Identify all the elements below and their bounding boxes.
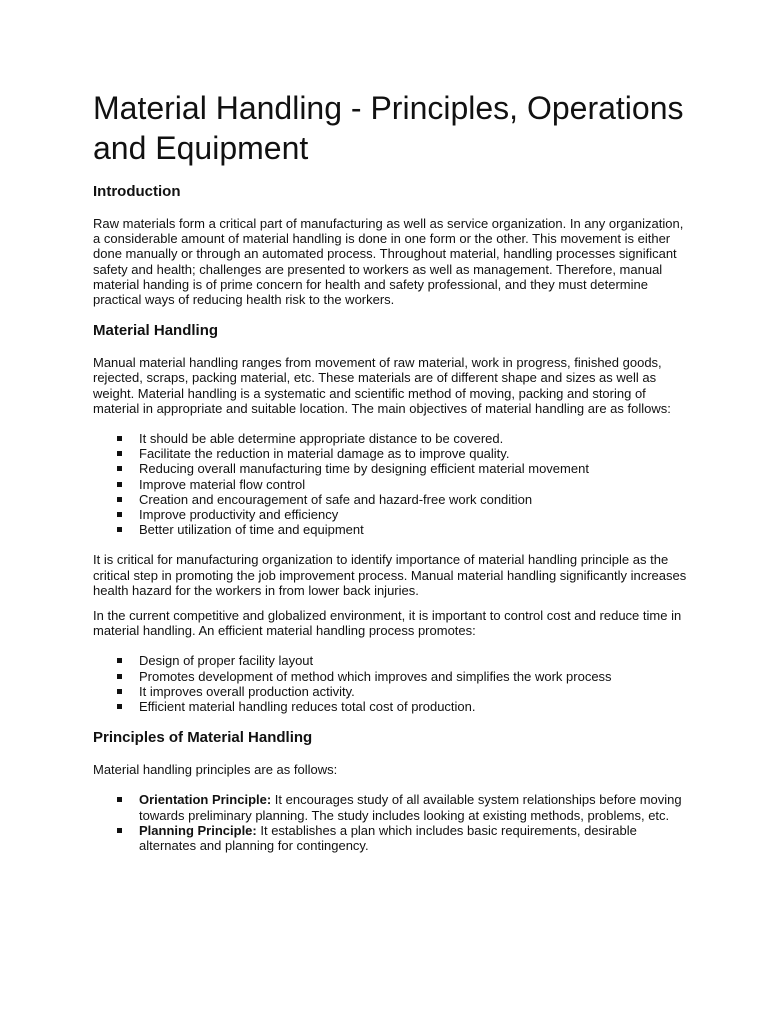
bullet-icon bbox=[117, 689, 122, 694]
competitive-paragraph: In the current competitive and globalized environment, it is important to control cost and reduce time in material handling. An efficient material handling process promotes: bbox=[93, 608, 682, 639]
objectives-list bbox=[93, 431, 693, 537]
section-heading-introduction: Introduction bbox=[93, 183, 181, 200]
list-item-text: Better utilization of time and equipment bbox=[139, 522, 364, 538]
bullet-icon bbox=[117, 828, 122, 833]
document-body bbox=[93, 88, 693, 853]
bullet-icon bbox=[117, 674, 122, 679]
list-item bbox=[93, 431, 693, 446]
list-item-text: Improve productivity and efficiency bbox=[139, 507, 339, 523]
bullet-icon bbox=[117, 436, 122, 441]
bullet-icon bbox=[117, 466, 122, 471]
list-item bbox=[93, 492, 693, 507]
list-item bbox=[93, 477, 693, 492]
list-item-text: Improve material flow control bbox=[139, 476, 306, 492]
bullet-icon bbox=[117, 482, 122, 487]
list-item-text: Design of proper facility layout bbox=[139, 653, 314, 669]
list-item-text: Facilitate the reduction in material damage as to improve quality. bbox=[139, 446, 510, 462]
principles-intro-paragraph: Material handling principles are as follows: bbox=[93, 762, 338, 778]
list-item bbox=[93, 522, 693, 537]
bullet-icon bbox=[117, 527, 122, 532]
list-item-text: It should be able determine appropriate distance to be covered. bbox=[139, 431, 504, 447]
list-item bbox=[93, 446, 693, 461]
list-item bbox=[93, 669, 693, 684]
promotes-list bbox=[93, 653, 693, 714]
bullet-icon bbox=[117, 658, 122, 663]
section-heading-material-handling: Material Handling bbox=[93, 322, 219, 340]
bullet-icon bbox=[117, 497, 122, 502]
list-item bbox=[93, 653, 693, 668]
bullet-icon bbox=[117, 797, 122, 802]
list-item bbox=[93, 823, 693, 853]
critical-paragraph: It is critical for manufacturing organization to identify importance of material handling principle as the critical step in promoting the job improvement process. Manual material handling significantly increases health hazard for the workers in from lower back injuries. bbox=[93, 552, 687, 598]
bullet-icon bbox=[117, 512, 122, 517]
bullet-icon bbox=[117, 704, 122, 709]
principle-name: Orientation Principle: bbox=[139, 792, 272, 808]
list-item bbox=[93, 684, 693, 699]
principle-description: It encourages study of all available system relationships before moving towards preliminary planning. The study includes looking at existing methods, problems, etc. bbox=[139, 792, 682, 823]
principle-description: It establishes a plan which includes basic requirements, desirable alternates and planning for contingency. bbox=[139, 822, 637, 854]
principle-name: Planning Principle: bbox=[139, 822, 257, 838]
list-item-text: Creation and encouragement of safe and hazard-free work condition bbox=[139, 491, 533, 507]
principles-list bbox=[93, 792, 693, 853]
introduction-paragraph: Raw materials form a critical part of manufacturing as well as service organization. In any organization, a considerable amount of material handling is done in one form or the other. This movement is either done manually or through an automated process. Throughout material, handling processes significant safety and health; challenges are presented to workers as well as management. Therefore, manual material handing is of prime concern for health and safety professional, and they must determine practical ways of reducing health risk to the workers. bbox=[93, 216, 684, 308]
list-item-text: It improves overall production activity. bbox=[139, 683, 355, 699]
list-item-text: Promotes development of method which improves and simplifies the work process bbox=[139, 668, 612, 684]
list-item bbox=[93, 699, 693, 714]
list-item bbox=[93, 507, 693, 522]
list-item-text: Reducing overall manufacturing time by designing efficient material movement bbox=[139, 461, 589, 477]
section-heading-principles: Principles of Material Handling bbox=[93, 729, 313, 747]
bullet-icon bbox=[117, 451, 122, 456]
list-item-text: Efficient material handling reduces total cost of production. bbox=[139, 699, 476, 715]
list-item bbox=[93, 792, 693, 822]
list-item bbox=[93, 461, 693, 476]
document-title: Material Handling - Principles, Operations and Equipment bbox=[93, 90, 684, 166]
material-handling-paragraph: Manual material handling ranges from movement of raw material, work in progress, finished goods, rejected, scraps, packing material, etc. These materials are of different shape and sizes as well as weight. Material handling is a systematic and scientific method of moving, packing and storing of material in appropriate and suitable location. The main objectives of material handling are as follows: bbox=[93, 355, 671, 416]
